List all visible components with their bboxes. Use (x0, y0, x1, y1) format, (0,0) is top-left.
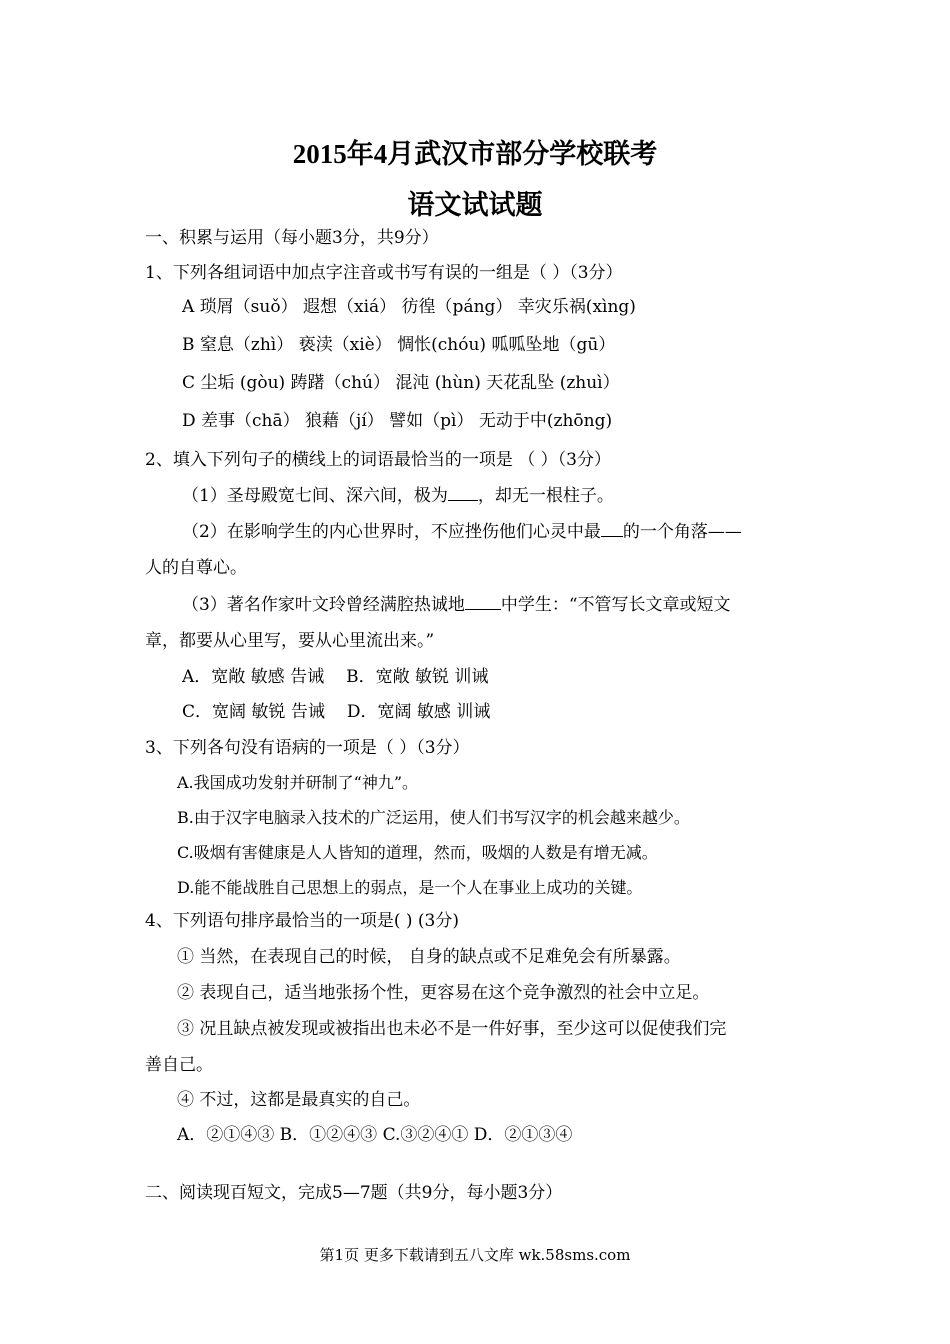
q1-stem: 1、下列各组词语中加点字注音或书写有误的一组是（ ）（3分） (145, 263, 623, 283)
q2-s1-part1: （1）圣母殿宽七间、深六间，极为 (182, 486, 448, 506)
q4-item-3-continued: 善自己。 (145, 1055, 213, 1075)
q3-option-d: D.能不能战胜自己思想上的弱点，是一个人在事业上成功的关键。 (177, 878, 643, 897)
q2-sentence-2 (182, 520, 742, 544)
q3-option-b: B.由于汉字电脑录入技术的广泛运用，使人们书写汉字的机会越来越少。 (177, 808, 690, 827)
q1-option-d: D 差事（chā） 狼藉（jí） 譬如（pì） 无动于中(zhōng) (182, 411, 613, 431)
page-footer: 第1页 更多下载请到五八文库 wk.58sms.com (319, 1246, 631, 1264)
q3-option-c: C.吸烟有害健康是人人皆知的道理，然而，吸烟的人数是有增无减。 (177, 843, 658, 862)
q1-option-c: C 尘垢 (gòu) 踌躇（chú） 混沌 (hùn) 天花乱坠 (zhuì） (182, 373, 620, 393)
q2-option-b: B．宽敞 敏锐 训诫 (346, 667, 489, 687)
q2-s2-part1: （2）在影响学生的内心世界时，不应挫伤他们心灵中最 (182, 522, 601, 542)
q2-option-a: A．宽敞 敏感 告诫 (182, 667, 325, 687)
exam-title: 2015年4月武汉市部分学校联考 (292, 139, 658, 169)
q2-options-ab (182, 665, 488, 689)
q2-stem: 2、填入下列句子的横线上的词语最恰当的一项是 （ ）（3分） (145, 450, 611, 470)
q2-s3-continued: 章，都要从心里写，要从心里流出来。” (145, 631, 435, 651)
q4-item-2: ② 表现自己，适当地张扬个性，更容易在这个竞争激烈的社会中立足。 (177, 983, 710, 1003)
q2-option-c: C．宽阔 敏锐 告诫 (182, 702, 325, 722)
section2-heading: 二、阅读现百短文，完成5—7题（共9分，每小题3分） (145, 1183, 563, 1203)
q3-option-a: A.我国成功发射并研制了“神九”。 (177, 773, 419, 792)
q2-s2-continued: 人的自尊心。 (145, 558, 247, 578)
q4-options: A．②①④③ B．①②④③ C.③②④① D．②①③④ (177, 1125, 573, 1145)
q3-stem: 3、下列各句没有语病的一项是（ ）（3分） (145, 738, 470, 758)
answer-blank (465, 593, 501, 610)
q2-s3-part2: 中学生：“不管写长文章或短文 (500, 595, 731, 615)
q2-option-d: D．宽阔 敏感 训诫 (346, 702, 491, 722)
q2-sentence-3 (182, 593, 731, 617)
q4-item-4: ④ 不过，这都是最真实的自己。 (177, 1090, 421, 1110)
q2-options-cd (182, 700, 490, 724)
q1-option-a: A 琐屑（suǒ） 遐想（xiá） 彷徨（páng） 幸灾乐祸(xìng) (182, 297, 636, 317)
q2-s2-part2: 的一个角落—— (622, 522, 742, 542)
section1-heading: 一、积累与运用（每小题3分，共9分） (145, 228, 439, 248)
q1-option-b: B 窒息（zhì） 亵渎（xiè） 惆怅(chóu) 呱呱坠地（gū） (182, 335, 616, 355)
q4-item-1: ① 当然，在表现自己的时候， 自身的缺点或不足难免会有所暴露。 (177, 947, 681, 967)
q4-stem: 4、下列语句排序最恰当的一项是( ) (3分) (145, 911, 459, 931)
answer-blank (448, 484, 478, 501)
answer-blank (601, 520, 623, 537)
q2-s1-part2: ，却无一根柱子。 (477, 486, 614, 506)
q2-s3-part1: （3）著名作家叶文玲曾经满腔热诚地 (182, 595, 465, 615)
q2-sentence-1 (182, 484, 614, 508)
exam-subtitle: 语文试试题 (407, 190, 543, 220)
q4-item-3: ③ 况且缺点被发现或被指出也未必不是一件好事，至少这可以促使我们完 (177, 1019, 727, 1039)
